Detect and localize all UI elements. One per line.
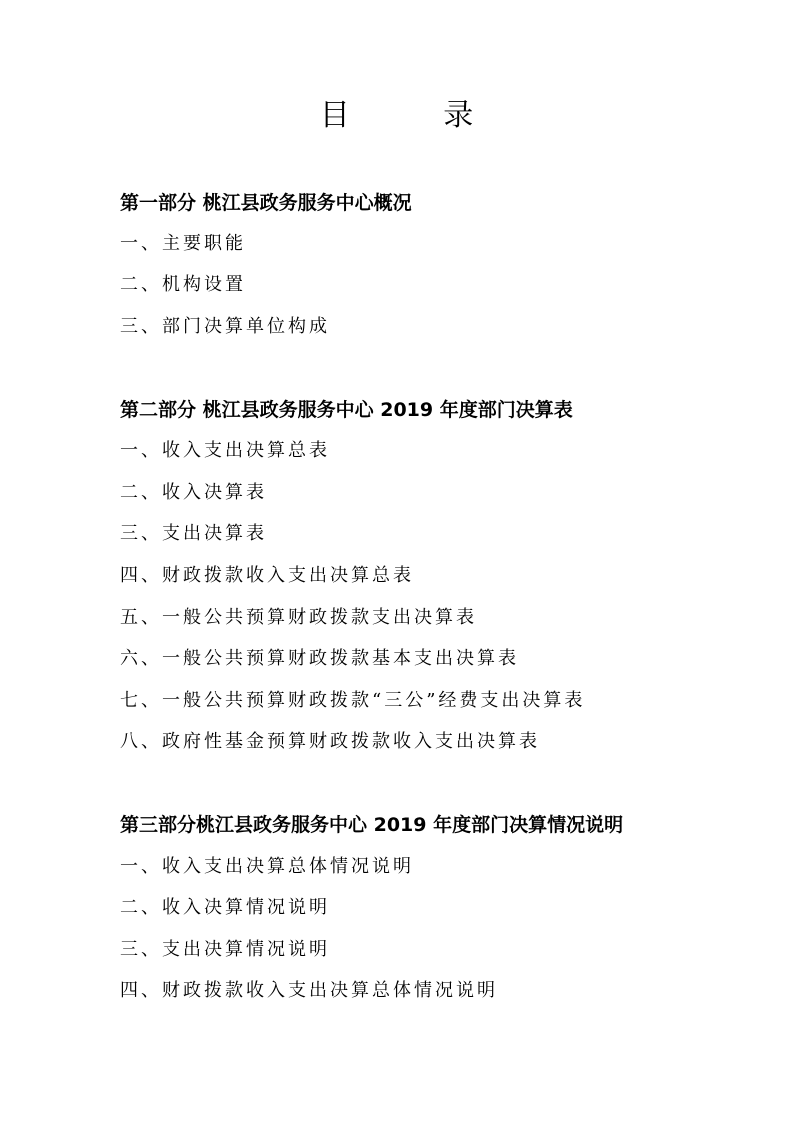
- toc-item: 五、一般公共预算财政拨款支出决算表: [120, 607, 477, 628]
- section-3-heading: 第三部分桃江县政务服务中心 2019 年度部门决算情况说明: [120, 814, 624, 836]
- section-2-heading: 第二部分 桃江县政务服务中心 2019 年度部门决算表: [120, 399, 573, 421]
- toc-item: 六、一般公共预算财政拨款基本支出决算表: [120, 648, 519, 669]
- toc-item: 三、支出决算表: [120, 523, 267, 544]
- toc-item: 三、支出决算情况说明: [120, 939, 330, 960]
- toc-item: 四、财政拨款收入支出决算总体情况说明: [120, 980, 498, 1001]
- toc-item: 四、财政拨款收入支出决算总表: [120, 565, 414, 586]
- toc-item: 二、收入决算情况说明: [120, 897, 330, 918]
- toc-item: 一、收入支出决算总表: [120, 440, 330, 461]
- section-1-heading: 第一部分 桃江县政务服务中心概况: [120, 192, 412, 214]
- toc-item: 二、收入决算表: [120, 482, 267, 503]
- toc-title: 目 录: [319, 98, 516, 133]
- toc-item: 三、部门决算单位构成: [120, 316, 330, 337]
- toc-item: 八、政府性基金预算财政拨款收入支出决算表: [120, 731, 540, 752]
- toc-item: 一、主要职能: [120, 233, 246, 254]
- toc-item: 二、机构设置: [120, 274, 246, 295]
- toc-item: 七、一般公共预算财政拨款“三公”经费支出决算表: [120, 690, 586, 711]
- toc-item: 一、收入支出决算总体情况说明: [120, 856, 414, 877]
